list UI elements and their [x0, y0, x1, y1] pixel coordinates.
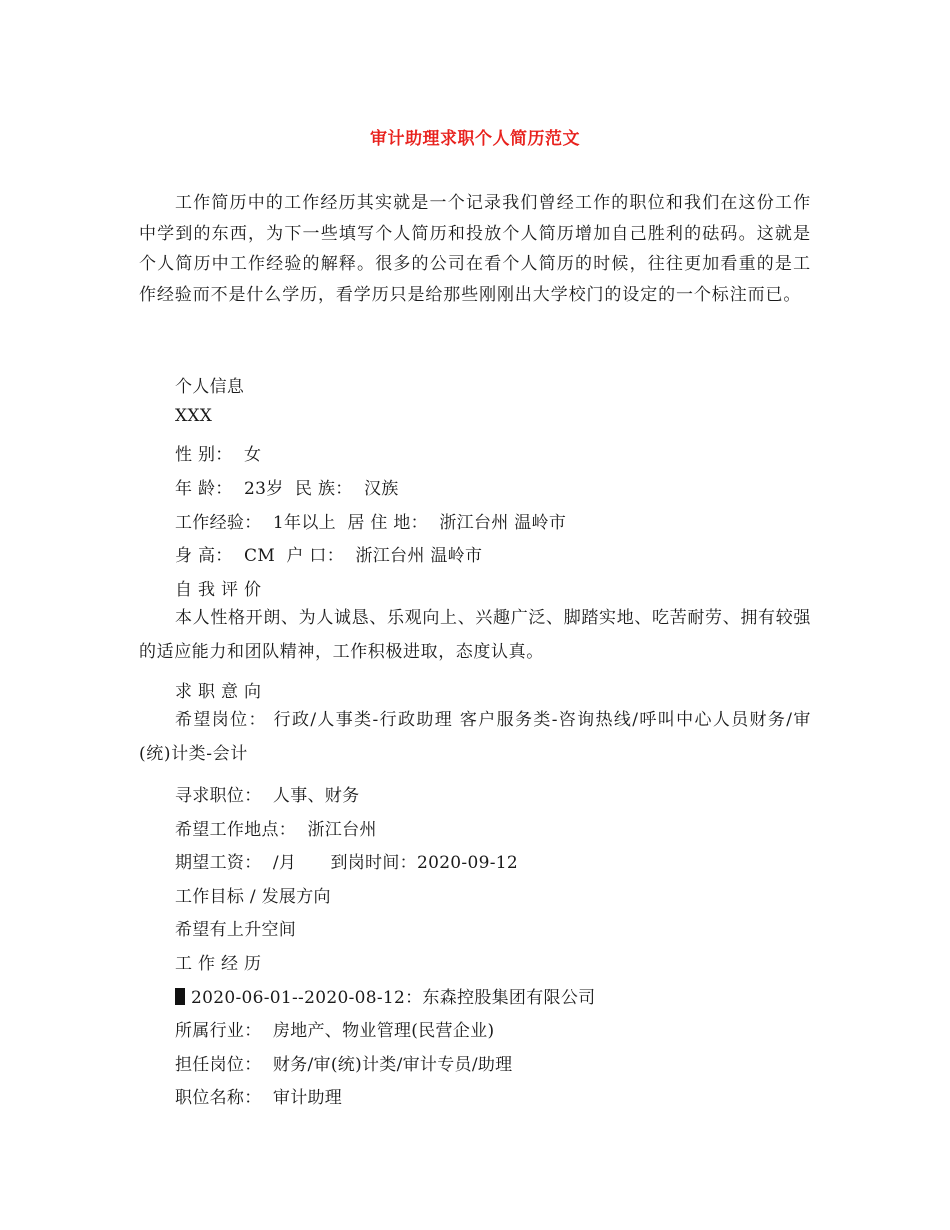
- goal-text: 希望有上升空间: [175, 920, 297, 940]
- age-ethnicity-line: 年 龄： 23岁 民 族： 汉族: [175, 479, 399, 499]
- desired-location-line: 希望工作地点： 浙江台州: [175, 820, 377, 840]
- post-line: 担任岗位： 财务/审(统)计类/审计专员/助理: [175, 1055, 513, 1075]
- job-intention-heading: 求 职 意 向: [175, 682, 262, 702]
- gender-line: 性 别： 女: [175, 445, 262, 465]
- experience-residence-line: 工作经验： 1年以上 居 住 地： 浙江台州 温岭市: [175, 513, 567, 533]
- goal-heading: 工作目标 / 发展方向: [175, 887, 331, 907]
- work-entry-line: [175, 983, 595, 1008]
- personal-info-heading: 个人信息: [175, 377, 245, 397]
- page-title: 审计助理求职个人简历范文: [370, 129, 580, 149]
- name-value: XXX: [175, 406, 213, 426]
- self-evaluation-text: 本人性格开朗、为人诚恳、乐观向上、兴趣广泛、脚踏实地、吃苦耐劳、拥有较强的适应能力和团队精神，工作积极进取，态度认真。: [139, 608, 811, 662]
- seeking-position-line: 寻求职位： 人事、财务: [175, 786, 360, 806]
- self-evaluation-heading: 自 我 评 价: [175, 580, 262, 600]
- block-marker-icon: [175, 988, 185, 1005]
- height-hukou-line: 身 高： CM 户 口： 浙江台州 温岭市: [175, 546, 483, 566]
- work-history-heading: 工 作 经 历: [175, 954, 262, 974]
- position-name-line: 职位名称： 审计助理: [175, 1088, 343, 1108]
- industry-line: 所属行业： 房地产、物业管理(民营企业): [175, 1021, 495, 1041]
- work-entry-text: 2020-06-01--2020-08-12：东森控股集团有限公司: [191, 988, 596, 1008]
- intro-paragraph: 工作简历中的工作经历其实就是一个记录我们曾经工作的职位和我们在这份工作中学到的东西，为下一些填写个人简历和投放个人简历增加自己胜利的砝码。这就是个人简历中工作经验的解释。很多的公司在看个人简历的时候，往往更加看重的是工作经验而不是什么学历，看学历只是给那些刚刚出大学校门的设定的一个标注而已。: [139, 193, 811, 305]
- salary-start-line: 期望工资： /月 到岗时间：2020-09-12: [175, 853, 518, 873]
- desired-positions: 希望岗位： 行政/人事类-行政助理 客户服务类-咨询热线/呼叫中心人员财务/审(统)计类-会计: [139, 710, 811, 764]
